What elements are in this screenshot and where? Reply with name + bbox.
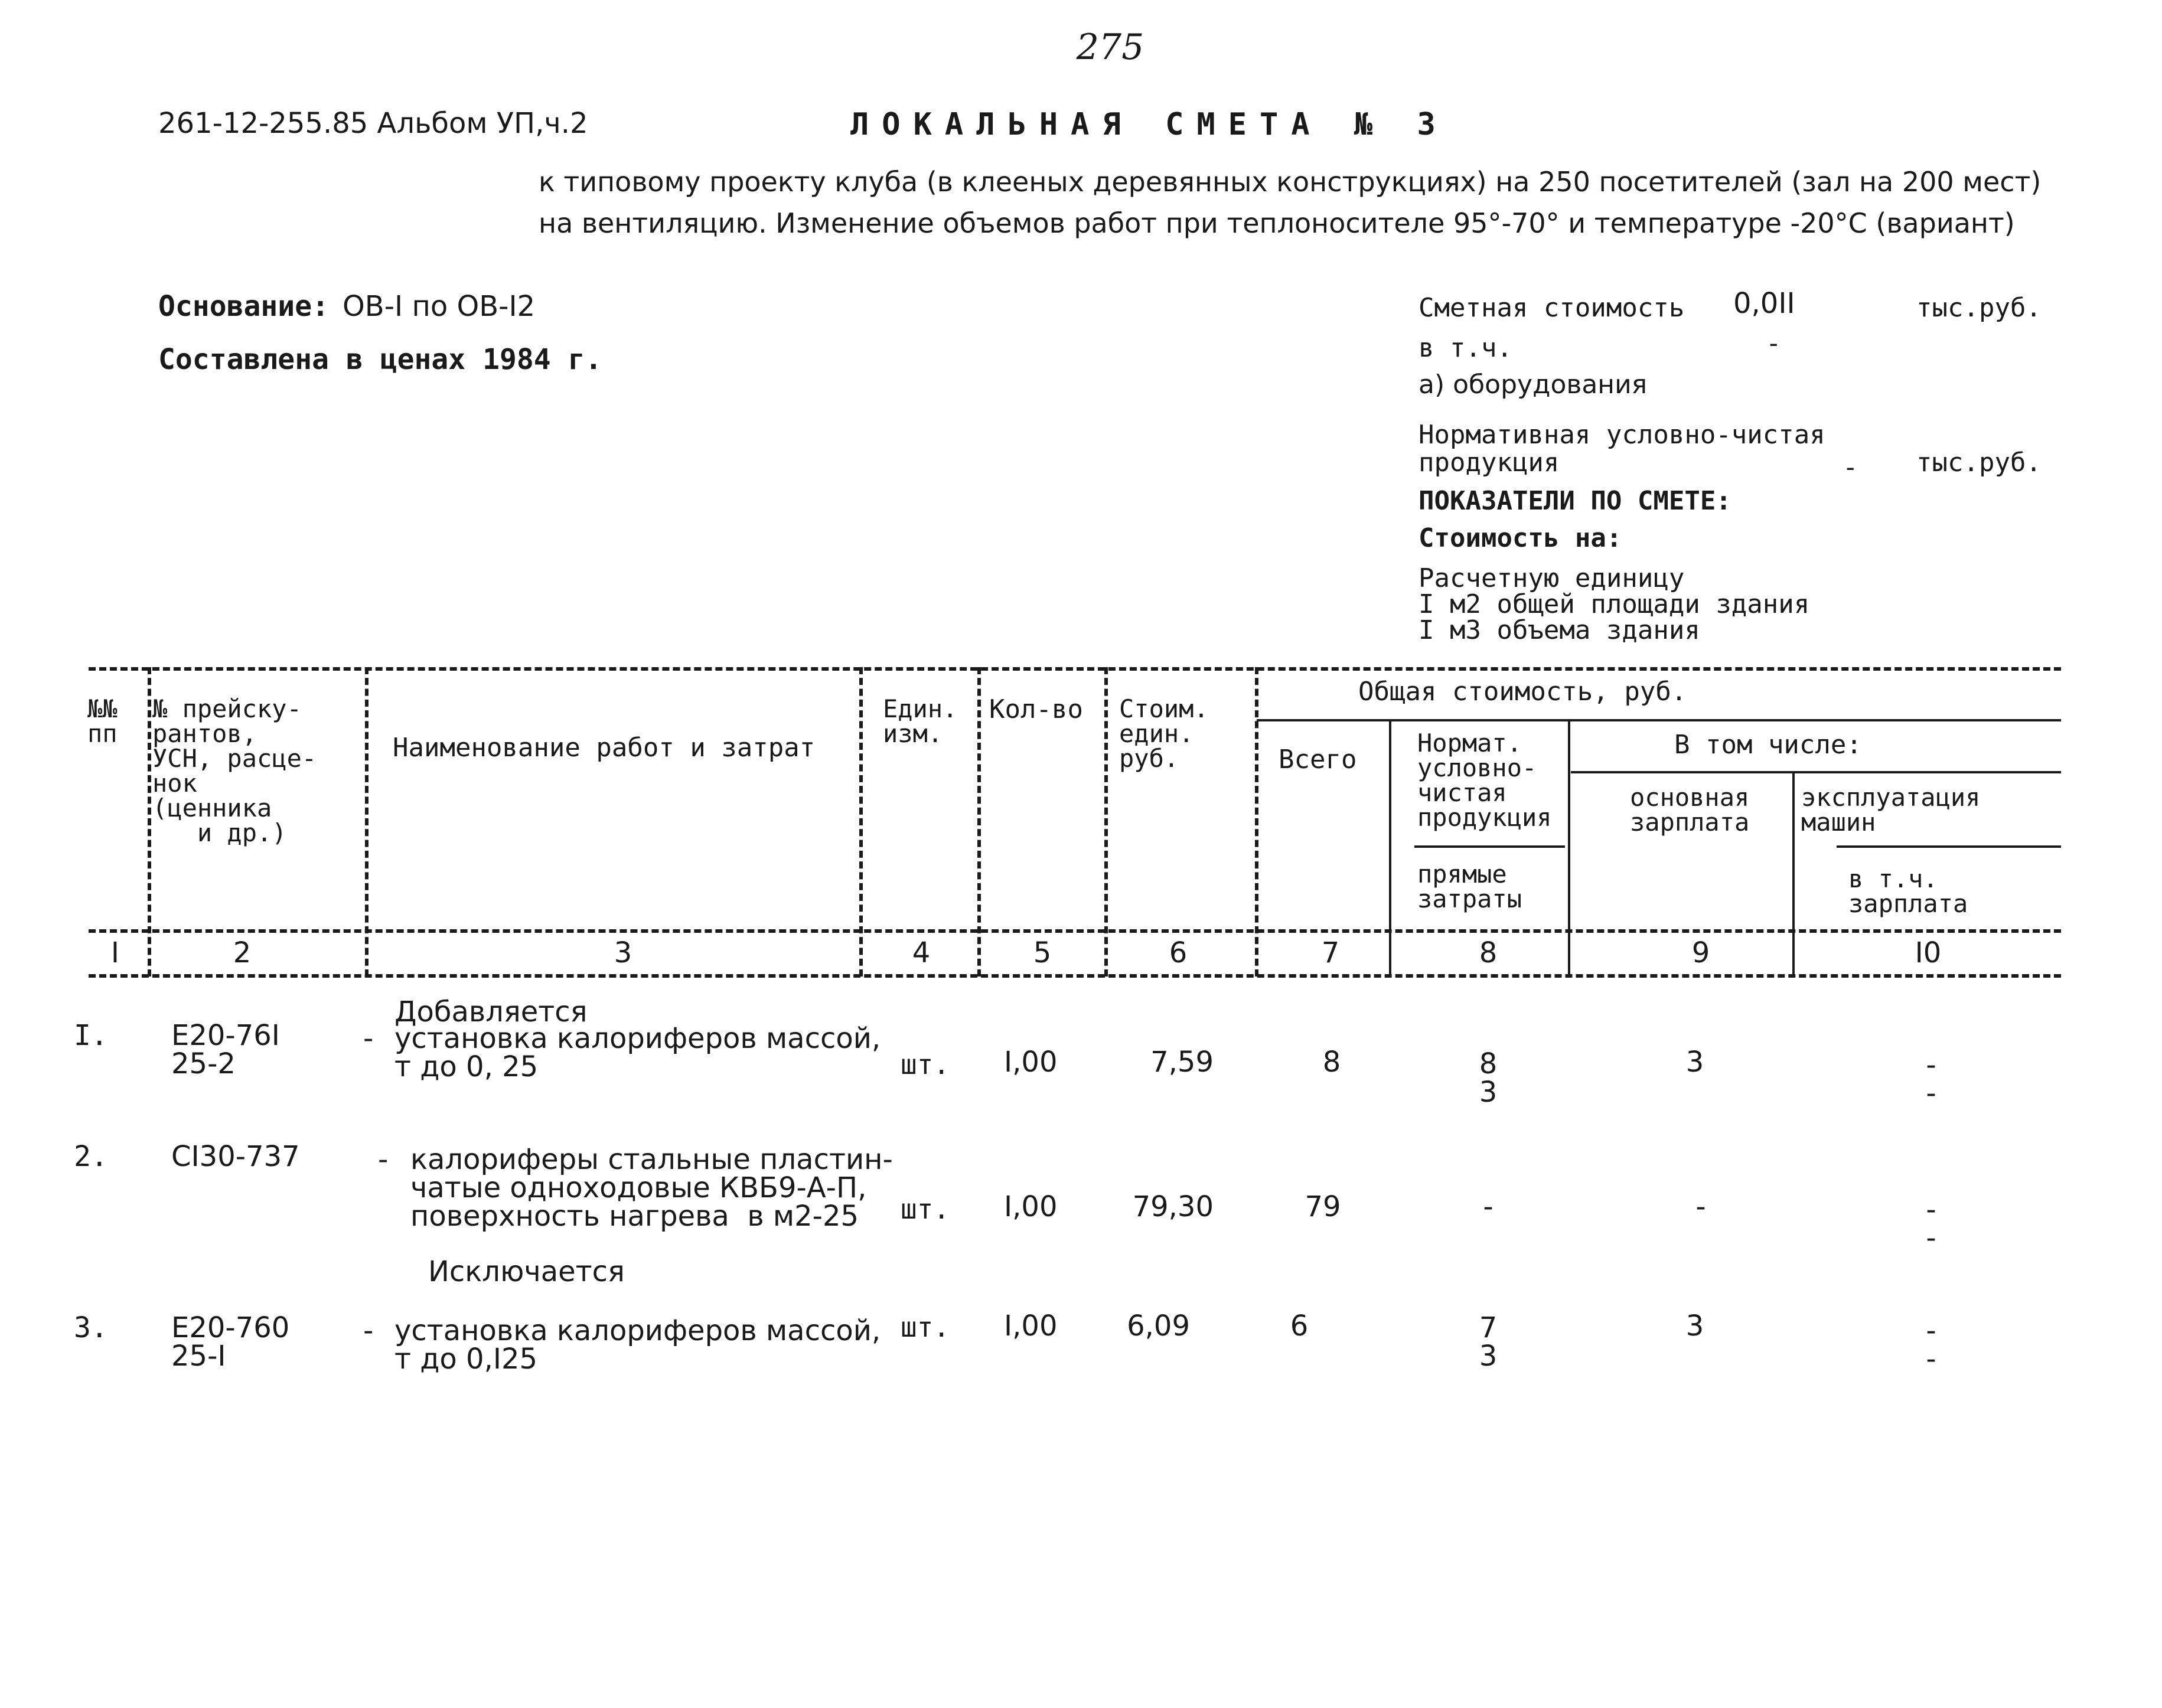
col-number-1: I: [110, 936, 120, 969]
row2-name: калориферы стальные пластин- чатые одноходовые КВБ9-А-П, поверхность нагрева в м2-25: [410, 1143, 893, 1233]
row1-num: I.: [74, 1019, 108, 1052]
row2-norm: -: [1483, 1190, 1493, 1223]
normative-label-line2: продукция: [1418, 448, 1560, 478]
norm-divider: [1414, 845, 1565, 848]
indicators-heading: ПОКАЗАТЕЛИ ПО СМЕТЕ:: [1418, 486, 1731, 516]
col-divider-1: [148, 667, 151, 977]
header-col10-bottom: в т.ч. зарплата: [1848, 864, 1968, 918]
including-value: -: [1766, 328, 1782, 358]
col-number-6: 6: [1169, 936, 1188, 969]
col-divider-4: [977, 667, 981, 977]
header-col5: Кол-во: [989, 694, 1083, 724]
col-number-5: 5: [1033, 936, 1052, 969]
header-col7: Всего: [1279, 744, 1357, 775]
header-col1: №№ пп: [87, 694, 118, 748]
row1-price: 7,59: [1150, 1046, 1214, 1079]
price-year: Составлена в ценах 1984 г.: [158, 343, 602, 376]
row1-code: Е20-76I 25-2: [171, 1019, 280, 1080]
col-divider-9: [1792, 771, 1795, 977]
col-number-10: I0: [1915, 936, 1942, 969]
header-col4: Един. изм.: [883, 694, 958, 748]
row2-price: 79,30: [1132, 1190, 1214, 1223]
row1-name: установка калориферов массой, т до 0, 25: [394, 1022, 881, 1083]
row3-unit: шт.: [901, 1311, 950, 1343]
row3-qty: I,00: [1004, 1309, 1058, 1343]
table-top-border: [89, 667, 2061, 671]
row2-dash: -: [378, 1143, 389, 1176]
row3-salary: 3: [1685, 1309, 1704, 1343]
vtom-underline: [1571, 771, 2061, 773]
header-col3: Наименование работ и затрат: [393, 733, 816, 763]
header-col8-bottom: прямые затраты: [1417, 860, 1522, 913]
row3-code: Е20-760 25-I: [171, 1311, 290, 1373]
col-number-8: 8: [1479, 936, 1498, 969]
row1-dash: -: [363, 1022, 374, 1055]
header-col6: Стоим. един. руб.: [1119, 694, 1209, 773]
row3-price: 6,09: [1127, 1309, 1190, 1343]
header-total-group: Общая стоимость, руб.: [1358, 677, 1687, 707]
machines-divider: [1837, 845, 2061, 848]
col-divider-8: [1568, 719, 1570, 977]
cost-per-label: Стоимость на:: [1418, 523, 1622, 553]
header-col2: № прейску- рантов, УСН, расце- нок (ценника и др.): [152, 694, 317, 847]
row2-num: 2.: [74, 1140, 108, 1173]
col-number-2: 2: [233, 936, 252, 969]
row1-machines: - -: [1926, 1049, 1936, 1110]
row2-unit: шт.: [901, 1193, 950, 1225]
document-title: ЛОКАЛЬНАЯ СМЕТА № 3: [850, 107, 1449, 142]
estimated-cost-label: Сметная стоимость: [1418, 293, 1685, 323]
col-number-3: 3: [614, 936, 632, 969]
per-m3-label: I м3 объема здания: [1418, 615, 1700, 645]
header-col9: основная зарплата: [1630, 783, 1750, 837]
row3-num: 3.: [74, 1311, 108, 1344]
row2-total: 79: [1305, 1190, 1341, 1223]
row1-total: 8: [1322, 1046, 1341, 1079]
header-vtom: В том числе:: [1674, 730, 1862, 760]
numbers-bottom-border: [89, 974, 2061, 978]
header-bottom-border: [89, 929, 2061, 933]
col-divider-6: [1255, 667, 1258, 977]
row1-qty: I,00: [1004, 1046, 1058, 1079]
normative-value: -: [1843, 452, 1858, 482]
document-code: 261-12-255.85 Альбом УП,ч.2: [158, 107, 588, 140]
row2-qty: I,00: [1004, 1190, 1058, 1223]
equipment-label: а) оборудования: [1418, 370, 1648, 400]
estimated-cost-unit: тыс.руб.: [1916, 293, 2042, 323]
basis-label: Основание:: [158, 290, 329, 323]
row3-dash: -: [363, 1314, 374, 1347]
calc-unit-label: Расчетную единицу: [1418, 563, 1685, 593]
header-col8-top: Нормат. условно- чистая продукция: [1417, 729, 1552, 832]
total-group-underline: [1257, 719, 2061, 721]
including-label: в т.ч.: [1418, 333, 1512, 363]
row2-machines: - -: [1926, 1193, 1936, 1255]
row3-machines: - -: [1926, 1314, 1936, 1376]
row1-pre-label: Добавляется: [394, 995, 588, 1028]
header-col10-top: эксплуатация машин: [1801, 783, 1981, 837]
col-divider-7: [1389, 719, 1391, 977]
page-number: 275: [1076, 27, 1144, 68]
subtitle-line-2: на вентиляцию. Изменение объемов работ при теплоносителе 95°-70° и температуре -20°С (вариант): [539, 207, 2015, 239]
row2-code: СI30-737: [171, 1140, 300, 1173]
estimated-cost-value: 0,0II: [1733, 287, 1795, 320]
col-number-7: 7: [1321, 936, 1340, 969]
row3-name: установка калориферов массой, т до 0,I25: [394, 1314, 881, 1376]
row2-salary: -: [1695, 1190, 1706, 1223]
col-divider-3: [859, 667, 863, 977]
col-number-4: 4: [912, 936, 931, 969]
basis-value: ОВ-I по ОВ-I2: [343, 290, 536, 323]
row1-salary: 3: [1685, 1046, 1704, 1079]
normative-unit: тыс.руб.: [1916, 448, 2042, 478]
per-m2-label: I м2 общей площади здания: [1418, 589, 1810, 619]
subtitle-line-1: к типовому проекту клуба (в клееных деревянных конструкциях) на 250 посетителей (зал на 200 мест): [539, 166, 2042, 198]
row1-norm: 8 3: [1479, 1047, 1498, 1109]
row3-norm: 7 3: [1479, 1311, 1498, 1373]
row1-unit: шт.: [901, 1049, 950, 1080]
col-divider-5: [1104, 667, 1108, 977]
normative-label-line1: Нормативная условно-чистая: [1418, 420, 1825, 450]
col-divider-2: [365, 667, 369, 977]
col-number-9: 9: [1691, 936, 1710, 969]
row3-pre-label: Исключается: [428, 1255, 625, 1288]
row3-total: 6: [1290, 1309, 1309, 1343]
